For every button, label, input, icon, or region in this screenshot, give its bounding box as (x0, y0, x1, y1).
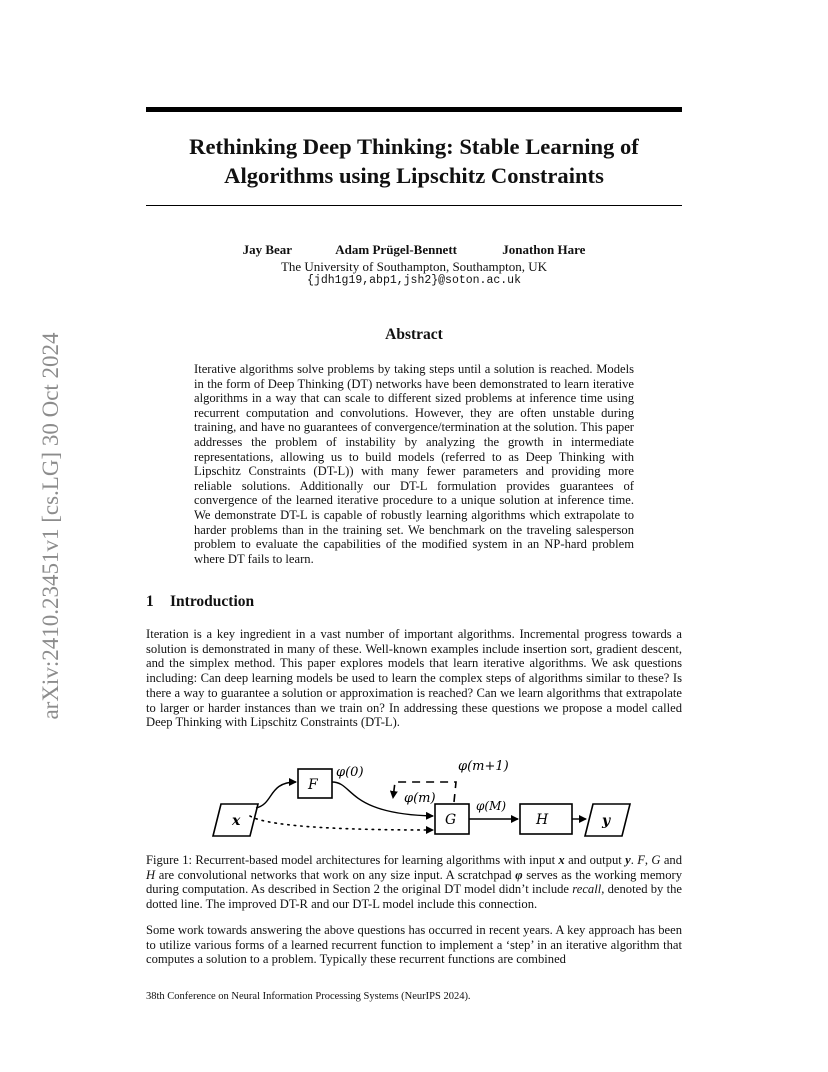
author-emails: {jdh1g19,abp1,jsh2}@soton.ac.uk (307, 274, 521, 287)
intro-paragraph-2: Some work towards answering the above questions has occurred in recent years. A key approach has been to utilize various forms of a learned recurrent function to implement a ‘step’ in an iterative algorithm that computes a solution to a problem. Typically these recurrent functions are combined (146, 923, 682, 967)
phi-m-plus-1-label: φ(m+1) (458, 759, 509, 774)
author-name: Jay Bear (242, 242, 293, 257)
input-label: x (232, 813, 241, 829)
phi-0-label: φ(0) (336, 765, 364, 780)
conference-footnote: 38th Conference on Neural Information Processing Systems (NeurIPS 2024). (146, 991, 471, 1002)
caption-recall: recall (572, 882, 602, 897)
phi-m-label: φ(m) (404, 791, 436, 806)
caption-text: and (663, 853, 683, 867)
caption-output-var: y (625, 853, 631, 867)
caption-phi: φ (515, 867, 523, 882)
caption-text: serves as the working memory during computation. As described in Section 2 the original DT model didn’t include (146, 867, 683, 897)
paper-title (146, 132, 682, 190)
title-bottom-rule (146, 205, 682, 206)
caption-h: H (146, 867, 156, 882)
title-line-2: Algorithms using Lipschitz Constraints (224, 163, 604, 188)
caption-f: F (637, 853, 645, 867)
section-number: 1 (146, 593, 154, 610)
output-label: y (602, 813, 611, 829)
caption-g: G (651, 853, 661, 867)
g-block-label: G (445, 812, 457, 828)
recall-dotted-edge (250, 816, 433, 830)
input-to-f-edge (256, 782, 296, 808)
architecture-diagram (200, 752, 640, 852)
author-name: Adam Prügel-Bennett (335, 242, 457, 257)
h-block-label: H (536, 812, 549, 828)
caption-text: are convolutional networks that work on any size input. A scratchpad (158, 867, 512, 882)
phi-M-label: φ(M) (476, 799, 507, 813)
affiliation: The University of Southampton, Southampton, UK (280, 259, 548, 274)
caption-text: and output (568, 853, 622, 867)
title-line-1: Rethinking Deep Thinking: Stable Learning of (189, 134, 639, 159)
title-top-rule (146, 107, 682, 112)
author-list (146, 242, 682, 258)
author-name: Jonathon Hare (502, 242, 586, 257)
arxiv-identifier: arXiv:2410.23451v1 [cs.LG] 30 Oct 2024 (38, 332, 63, 720)
caption-text: , denoted by the dotted line. The improved DT-R and our DT-L model include this connection. (146, 882, 682, 912)
intro-paragraph-1: Iteration is a key ingredient in a vast number of important algorithms. Incremental progress towards a solution is demonstrated in many of these. Well-known examples include insertion sort, gradient descent, and the simplex method. This paper explores models that learn iterative algorithms. We ask questions including: Can deep learning models be used to learn the complex steps of algorithms similar to these? Is there a way to guarantee a solution or approximation is reached? Can we learn algorithms that extrapolate to larger or harder instances than we train on? In addressing these questions we propose a model called Deep Thinking with Lipschitz Constraints (DT-L). (146, 627, 682, 730)
caption-input-var: x (558, 853, 565, 867)
abstract-body: Iterative algorithms solve problems by taking steps until a solution is reached. Models in the form of Deep Thinking (DT) networks have been demonstrated to learn iterative algorithms in a way that can scale to different sized problems at inference time using recurrent computation and convolutions. However, they are often unstable during training, and have no guarantees of convergence/termination at the solution. This paper addresses the problem of instability by analyzing the growth in intermediate representations, allowing us to build models (referred to as Deep Thinking with Lipschitz Constraints (DT-L)) with many fewer parameters and providing more reliable solutions. Additionally our DT-L formulation provides guarantees of convergence of the learned iterative procedure to a unique solution at inference time. We demonstrate DT-L is capable of robustly learning algorithms which extrapolate to harder problems than in the training set. We benchmark on the traveling salesperson problem to evaluate the capabilities of the modified system in an NP-hard problem where DT fails to learn. (194, 362, 634, 566)
abstract-heading: Abstract (385, 326, 443, 343)
section-heading-introduction (146, 593, 254, 611)
section-title: Introduction (170, 593, 255, 610)
f-block-label: F (308, 777, 318, 793)
figure-1-caption: Figure 1: Recurrent-based model architectures for learning algorithms with input x and output y. F, G and H are convolutional networks that work on any size input. A scratchpad φ serves as the working memory during computation. As described in Section 2 the original DT model didn’t include recall, denoted by the dotted line. The improved DT-R and our DT-L model include this connection. (146, 853, 683, 912)
caption-text: Figure 1: Recurrent-based model architectures for learning algorithms with input (146, 853, 556, 867)
